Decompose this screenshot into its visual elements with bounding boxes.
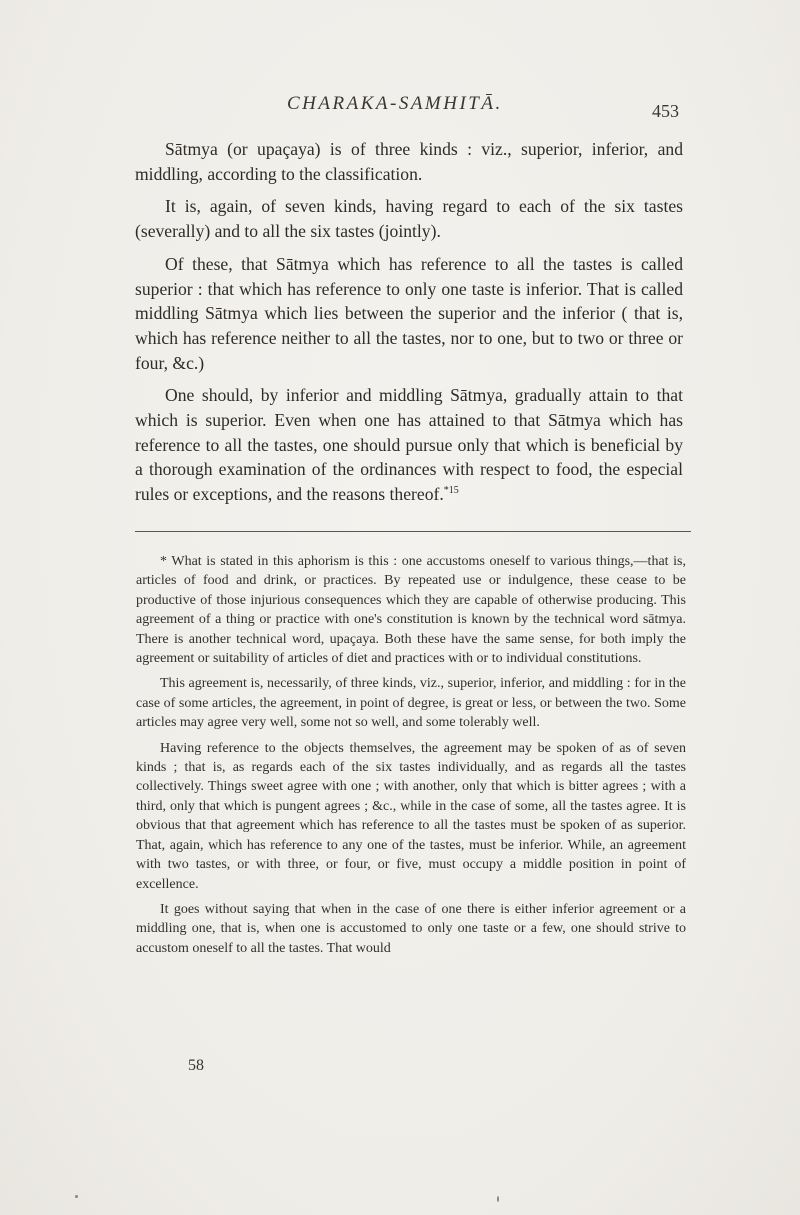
page-number: 453: [652, 101, 679, 121]
footnote-paragraph-2: This agreement is, necessarily, of three kinds, viz., superior, inferior, and middling : for in the case of some articles, the agreement, in point of degree, is great or less, or between the two. Some articles may agree very well, some not so well, and some tolerably well.: [136, 676, 686, 731]
main-paragraph-4-text: One should, by inferior and middling Sātmya, gradually attain to that which is superior. Even when one has attained to that Sātmya which has reference to all the tastes, one should pursue only that which is beneficial by a thorough examination of the ordinances with respect to food, the especial rules or exceptions, and the reasons thereof.: [135, 385, 683, 505]
paper-speck: [75, 1195, 78, 1198]
main-paragraph-1: Sātmya (or upaçaya) is of three kinds : viz., superior, inferior, and middling, according to the classification.: [135, 139, 683, 184]
running-title: CHARAKA-SAMHITĀ.: [287, 93, 503, 114]
signature-mark: 58: [188, 1057, 204, 1074]
main-paragraph-4: [135, 383, 683, 507]
footnote-marker: *: [443, 485, 449, 497]
paper-speck: [497, 1196, 499, 1202]
footnote-reference: [444, 485, 459, 496]
running-head: [0, 93, 800, 123]
footnote-paragraph-3: Having reference to the objects themselves, the agreement may be spoken of as of seven kinds ; that is, as regards each of the six tastes individually, and as regards all the tastes collectively. Things sweet agree with one ; with another, only that which is bitter agrees ; with a third, only that which is pungent agrees ; &c., while in the case of some, all the tastes agree. It is obvious that that agreement which has reference to all the tastes must be spoken of as superior. That, again, which has reference to any one of the tastes, must be inferior. While, an agreement with two tastes, or with three, or four, or five, must occupy a middle position in point of excellence.: [136, 740, 686, 892]
footnote-divider: [135, 531, 691, 532]
footnote-number: 15: [448, 485, 459, 497]
footnotes: [136, 552, 686, 958]
main-text: [135, 137, 683, 507]
main-paragraph-3: Of these, that Sātmya which has reference to all the tastes is called superior : that which has reference to only one taste is inferior. That is called middling Sātmya which lies between the superior and the inferior ( that is, which has reference neither to all the tastes, nor to one, but to two or three or four, &c.): [135, 253, 683, 373]
footnote-paragraph-4: It goes without saying that when in the case of one there is either inferior agreement or a middling one, that is, when one is accustomed to only one taste or a few, one should strive to accustom oneself to all the tastes. That would: [136, 901, 686, 956]
main-paragraph-2: It is, again, of seven kinds, having regard to each of the six tastes (severally) and to all the six tastes (jointly).: [135, 196, 683, 242]
footnote-paragraph-1: * What is stated in this aphorism is this : one accustoms oneself to various things,—that is, articles of food and drink, or practices. By repeated use or indulgence, these cease to be productive of those injurious consequences which they are capable of otherwise producing. This agreement of a thing or practice with one's constitution is known by the technical word sātmya. There is another technical word, upaçaya. Both these have the same sense, for both imply the agreement or suitability of articles of diet and practices with or to individual constitutions.: [136, 554, 686, 667]
